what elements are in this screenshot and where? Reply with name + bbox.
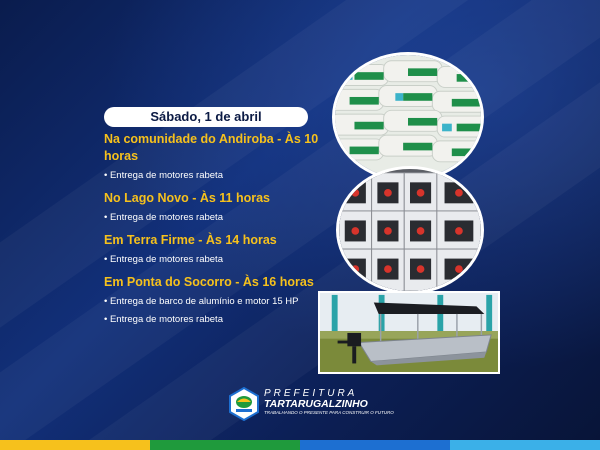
schedule-item bbox=[104, 274, 324, 327]
aluminum-boat-photo bbox=[318, 291, 500, 374]
schedule-heading: Na comunidade do Andiroba - Às 10 horas bbox=[104, 132, 319, 163]
date-label: Sábado, 1 de abril bbox=[104, 107, 308, 127]
brand-top-text: PREFEITURA bbox=[264, 388, 358, 399]
schedule-heading: Em Terra Firme - Às 14 horas bbox=[104, 233, 277, 247]
brand-slogan: TRABALHANDO O PRESENTE PARA CONSTRUIR O FUTURO bbox=[264, 410, 394, 415]
schedule-bullet: • Entrega de motores rabeta bbox=[104, 170, 223, 181]
schedule-bullet: • Entrega de motores rabeta bbox=[104, 212, 223, 223]
schedule-item bbox=[104, 232, 324, 267]
schedule-item bbox=[104, 131, 324, 183]
schedule-heading: Em Ponta do Socorro - Às 16 horas bbox=[104, 275, 314, 289]
schedule-item bbox=[104, 190, 324, 225]
color-bar bbox=[0, 440, 600, 450]
motor-boxes-photo bbox=[336, 166, 484, 294]
schedule-bullet: • Entrega de barco de alumínio e motor 15 HP bbox=[104, 296, 299, 307]
seed-sacks-photo bbox=[332, 52, 484, 182]
schedule-bullet: • Entrega de motores rabeta bbox=[104, 314, 223, 325]
schedule-bullet: • Entrega de motores rabeta bbox=[104, 254, 223, 265]
prefeitura-logo-icon bbox=[228, 387, 260, 421]
schedule-list bbox=[104, 131, 324, 334]
brand-name: TARTARUGALZINHO bbox=[264, 398, 368, 410]
schedule-heading: No Lago Novo - Às 11 horas bbox=[104, 191, 271, 205]
